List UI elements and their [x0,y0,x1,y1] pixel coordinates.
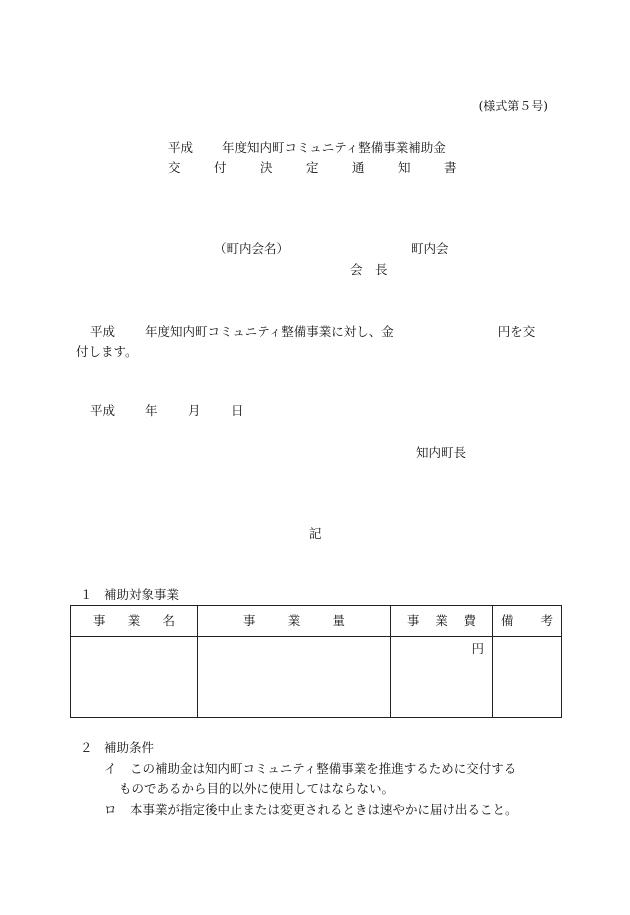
chair-char: 会 [350,262,363,277]
condition-i-line-2: ものであるから目的以外に使用してはならない。 [119,781,395,796]
title-char: 定 [306,160,319,175]
title-line-2 [168,162,457,175]
date-era: 平成 [90,403,116,418]
association-suffix: 町内会 [411,241,449,256]
body-line-1 [90,326,535,339]
body-era: 平成 [90,324,116,339]
title-line-1 [168,142,446,155]
yen-unit: 円 [471,641,484,656]
header-remarks: 備 考 [493,606,562,637]
date-year: 年 [145,403,158,418]
header-project-volume: 事 業 量 [198,606,391,637]
cell-project-volume [198,637,391,718]
title-char: 知 [398,160,411,175]
association-name-label: （町内会名） [214,241,290,256]
chair-char: 長 [375,262,388,277]
title-char: 通 [352,160,365,175]
body-line-2: 付します。 [76,344,138,359]
title-char: 決 [260,160,273,175]
title-char: 付 [214,160,227,175]
header-project-name: 事 業 名 [71,606,198,637]
date-month: 月 [188,403,201,418]
table-row [71,637,562,718]
condition-ro [104,804,518,817]
issue-date [90,405,244,418]
condition-i-line-1: この補助金は知内町コミュニティ整備事業を推進するために交付する [130,761,517,776]
table-header-row [71,606,562,637]
condition-ro-mark: ロ [104,802,117,817]
section-1-title: 補助対象事業 [104,587,180,602]
body-text-after-amount: 円を交 [497,324,536,339]
ki-heading: 記 [309,526,322,541]
project-table [70,605,562,718]
header-project-cost: 事 業 費 [391,606,493,637]
section-2-heading [80,742,154,755]
form-number: (様式第５号) [478,99,548,113]
title-char: 交 [168,160,181,175]
cell-project-name [71,637,198,718]
condition-i-mark: イ [104,761,117,776]
section-2-title: 補助条件 [104,740,155,755]
date-day: 日 [231,403,244,418]
title-line-1-text: 年度知内町コミュニティ整備事業補助金 [222,140,446,155]
chair-title [350,264,388,277]
cell-project-cost [391,637,493,718]
condition-ro-line-1: 本事業が指定後中止または変更されるときは速やかに届け出ること。 [130,802,518,817]
section-2-number: ２ [80,740,93,755]
title-era: 平成 [168,140,194,155]
condition-i [104,763,516,776]
issuer-name: 知内町長 [416,445,467,460]
section-1-heading [80,589,179,602]
title-char: 書 [444,160,457,175]
cell-remarks [493,637,562,718]
body-text-before-amount: 年度知内町コミュニティ整備事業に対し、金 [145,324,394,339]
section-1-number: １ [80,587,93,602]
